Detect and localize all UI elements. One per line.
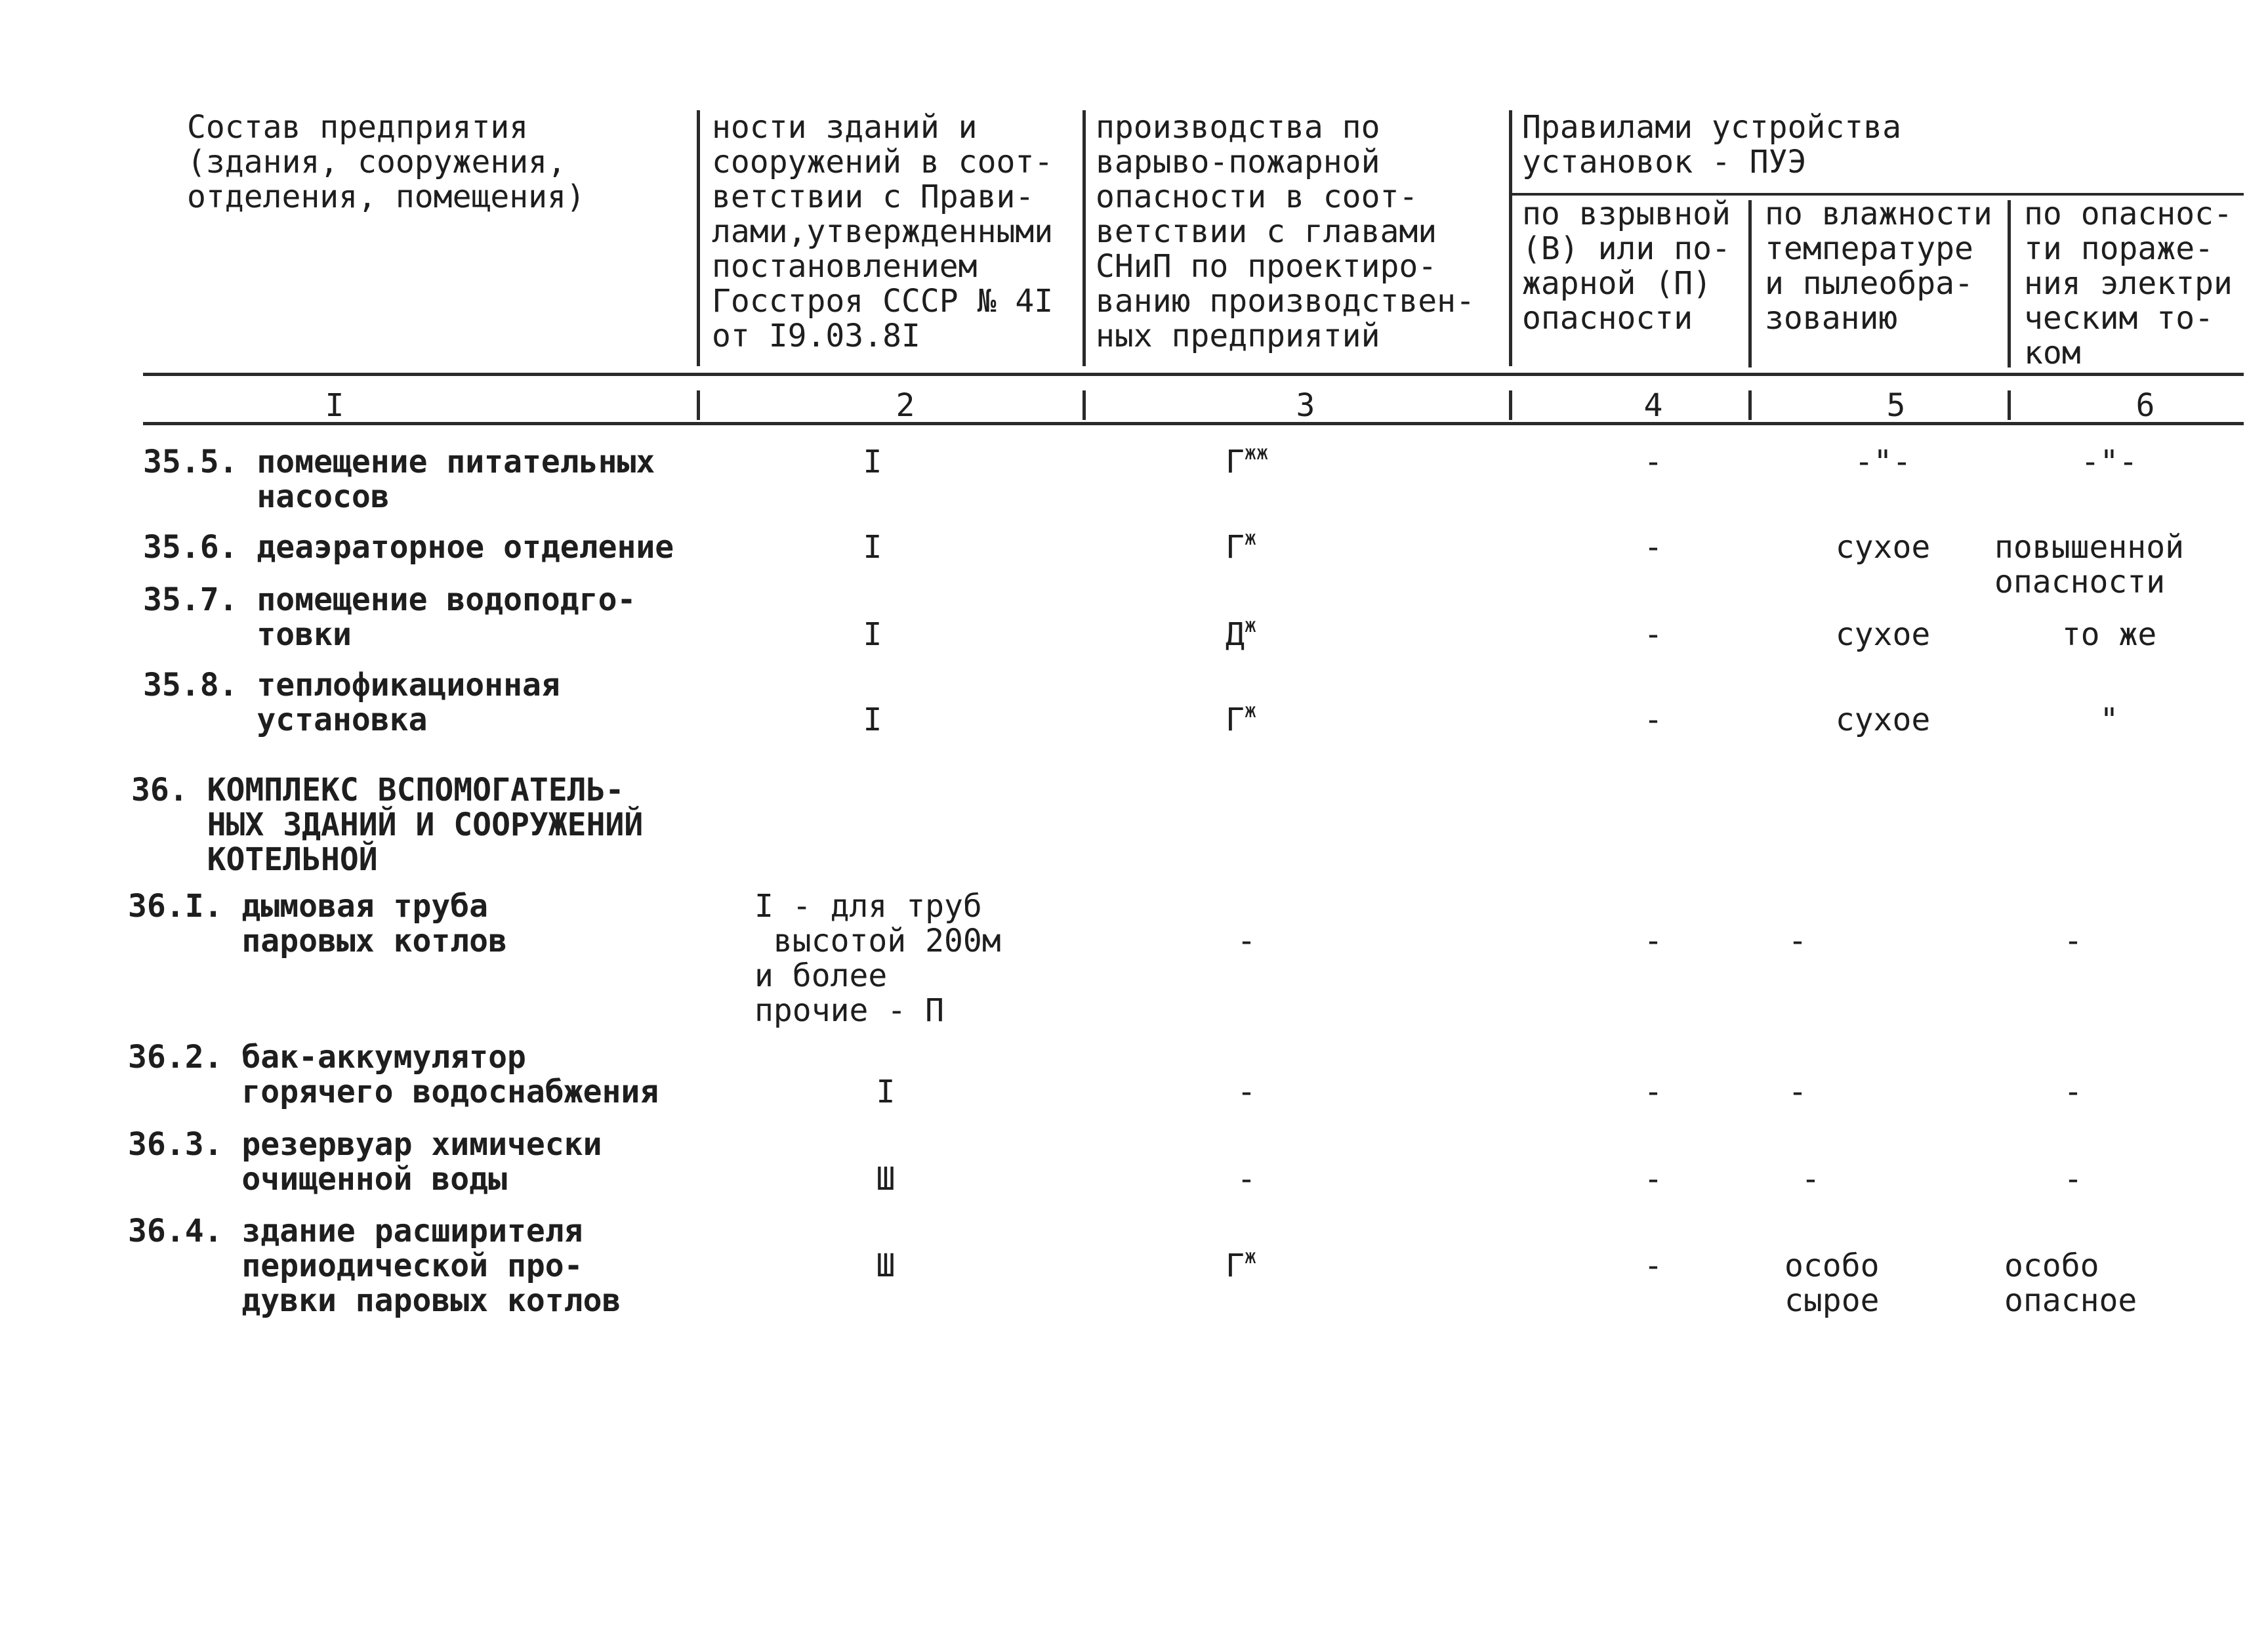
- row-name: 35.8. теплофикационная установка: [143, 667, 560, 738]
- row-humidity: сухое: [1835, 529, 1931, 566]
- row-category: $Г^ж$: [1226, 1246, 1256, 1284]
- row-humidity: особо сырое: [1784, 1247, 1880, 1319]
- header-col4: по взрывной (В) или по- жарной (П) опасности: [1522, 196, 1731, 337]
- row-name: 36.4. здание расширителя периодической про- дувки паровых котлов: [128, 1213, 621, 1319]
- row-humidity: -: [1788, 1074, 1807, 1110]
- column-number-3: 3: [1296, 387, 1315, 424]
- row-category-mark: жж: [1244, 442, 1269, 465]
- header-col456: Правилами устройства установок - ПУЭ: [1522, 109, 1901, 180]
- column-number-2: 2: [896, 387, 915, 424]
- header-col3: производства по варыво-пожарной опасности в соот- ветствии с главами СНиП по проектиро- ванию производствен- ных предприятий: [1096, 109, 1475, 354]
- col-sep-3-4: [1509, 110, 1512, 366]
- row-humidity: -: [1788, 923, 1807, 959]
- row-name: 36.2. бак-аккумулятор горячего водоснабжения: [128, 1039, 659, 1110]
- row-explosion-zone: -: [1643, 444, 1663, 480]
- row-category-mark: ж: [1244, 1246, 1256, 1268]
- row-name: 35.7. помещение водоподго- товки: [143, 581, 636, 653]
- row-category: $Г^{жж}$: [1226, 442, 1269, 480]
- col-sep-1-2: [697, 110, 700, 366]
- row-fire-resistance: I - для труб высотой 200м и более прочие - П: [754, 888, 1001, 1029]
- col-sep-4-5-num: [1748, 390, 1752, 420]
- col-sep-2-3: [1082, 110, 1086, 366]
- row-fire-resistance: Ш: [876, 1161, 896, 1198]
- row-explosion-zone: -: [1643, 923, 1663, 959]
- header-col2: ности зданий и сооружений в соот- ветствии с Прави- лами,утвержденными постановлением Госстроя СССР № 4I от I9.03.8I: [712, 109, 1054, 354]
- row-shock-hazard: -"-: [2080, 444, 2138, 480]
- column-number-6: 6: [2135, 387, 2155, 424]
- row-shock-hazard: то же: [2061, 616, 2157, 653]
- row-explosion-zone: -: [1643, 529, 1663, 566]
- row-name: 35.5. помещение питательных насосов: [143, 444, 655, 515]
- header-col6: по опаснос- ти пораже- ния электри ческим то- ком: [2024, 196, 2233, 371]
- row-shock-hazard: ": [2099, 702, 2119, 738]
- row-shock-hazard: -: [2063, 1074, 2083, 1110]
- row-humidity: -"-: [1854, 444, 1912, 480]
- row-humidity: сухое: [1835, 616, 1931, 653]
- row-shock-hazard: особо опасное: [2004, 1247, 2137, 1319]
- row-category-mark: ж: [1244, 614, 1256, 637]
- col-sep-5-6: [2008, 200, 2011, 367]
- row-category: $Г^ж$: [1226, 700, 1256, 738]
- section-heading: 36. КОМПЛЕКС ВСПОМОГАТЕЛЬ- НЫХ ЗДАНИЙ И СООРУЖЕНИЙ КОТЕЛЬНОЙ: [131, 772, 644, 878]
- row-name: 35.6. деаэраторное отделение: [143, 529, 674, 566]
- row-humidity: -: [1801, 1161, 1821, 1198]
- column-number-4: 4: [1643, 387, 1663, 424]
- row-category-mark: ж: [1244, 527, 1256, 550]
- row-name: 36.3. резервуар химически очищенной воды: [128, 1126, 602, 1198]
- row-name: 36.I. дымовая труба паровых котлов: [128, 888, 507, 959]
- row-explosion-zone: -: [1643, 1247, 1663, 1284]
- row-shock-hazard: -: [2063, 1161, 2083, 1198]
- row-shock-hazard: -: [2063, 923, 2083, 959]
- column-number-1: I: [325, 387, 344, 424]
- row-fire-resistance: I: [863, 444, 882, 480]
- row-fire-resistance: Ш: [876, 1247, 896, 1284]
- col-sep-1-2-num: [697, 390, 700, 420]
- row-fire-resistance: I: [876, 1074, 896, 1110]
- row-fire-resistance: I: [863, 529, 882, 566]
- row-category: -: [1237, 923, 1256, 959]
- col-sep-5-6-num: [2008, 390, 2011, 420]
- row-fire-resistance: I: [863, 616, 882, 653]
- row-category: -: [1237, 1074, 1256, 1110]
- col-sep-4-5: [1748, 200, 1752, 367]
- col-sep-2-3-num: [1082, 390, 1086, 420]
- row-explosion-zone: -: [1643, 702, 1663, 738]
- row-explosion-zone: -: [1643, 616, 1663, 653]
- column-number-5: 5: [1886, 387, 1906, 424]
- row-shock-hazard: повышенной опасности: [1994, 529, 2184, 600]
- header-col1: Состав предприятия (здания, сооружения, отделения, помещения): [187, 109, 585, 215]
- row-explosion-zone: -: [1643, 1074, 1663, 1110]
- row-fire-resistance: I: [863, 702, 882, 738]
- row-category-mark: ж: [1244, 700, 1256, 723]
- row-explosion-zone: -: [1643, 1161, 1663, 1198]
- header-col5: по влажности температуре и пылеобра- зованию: [1765, 196, 1992, 337]
- row-category: $Д^ж$: [1226, 614, 1256, 653]
- row-humidity: сухое: [1835, 702, 1931, 738]
- col-sep-3-4-num: [1509, 390, 1512, 420]
- row-category: $Г^ж$: [1226, 527, 1256, 566]
- row-category: -: [1237, 1161, 1256, 1198]
- header-rule-top: [143, 373, 2244, 376]
